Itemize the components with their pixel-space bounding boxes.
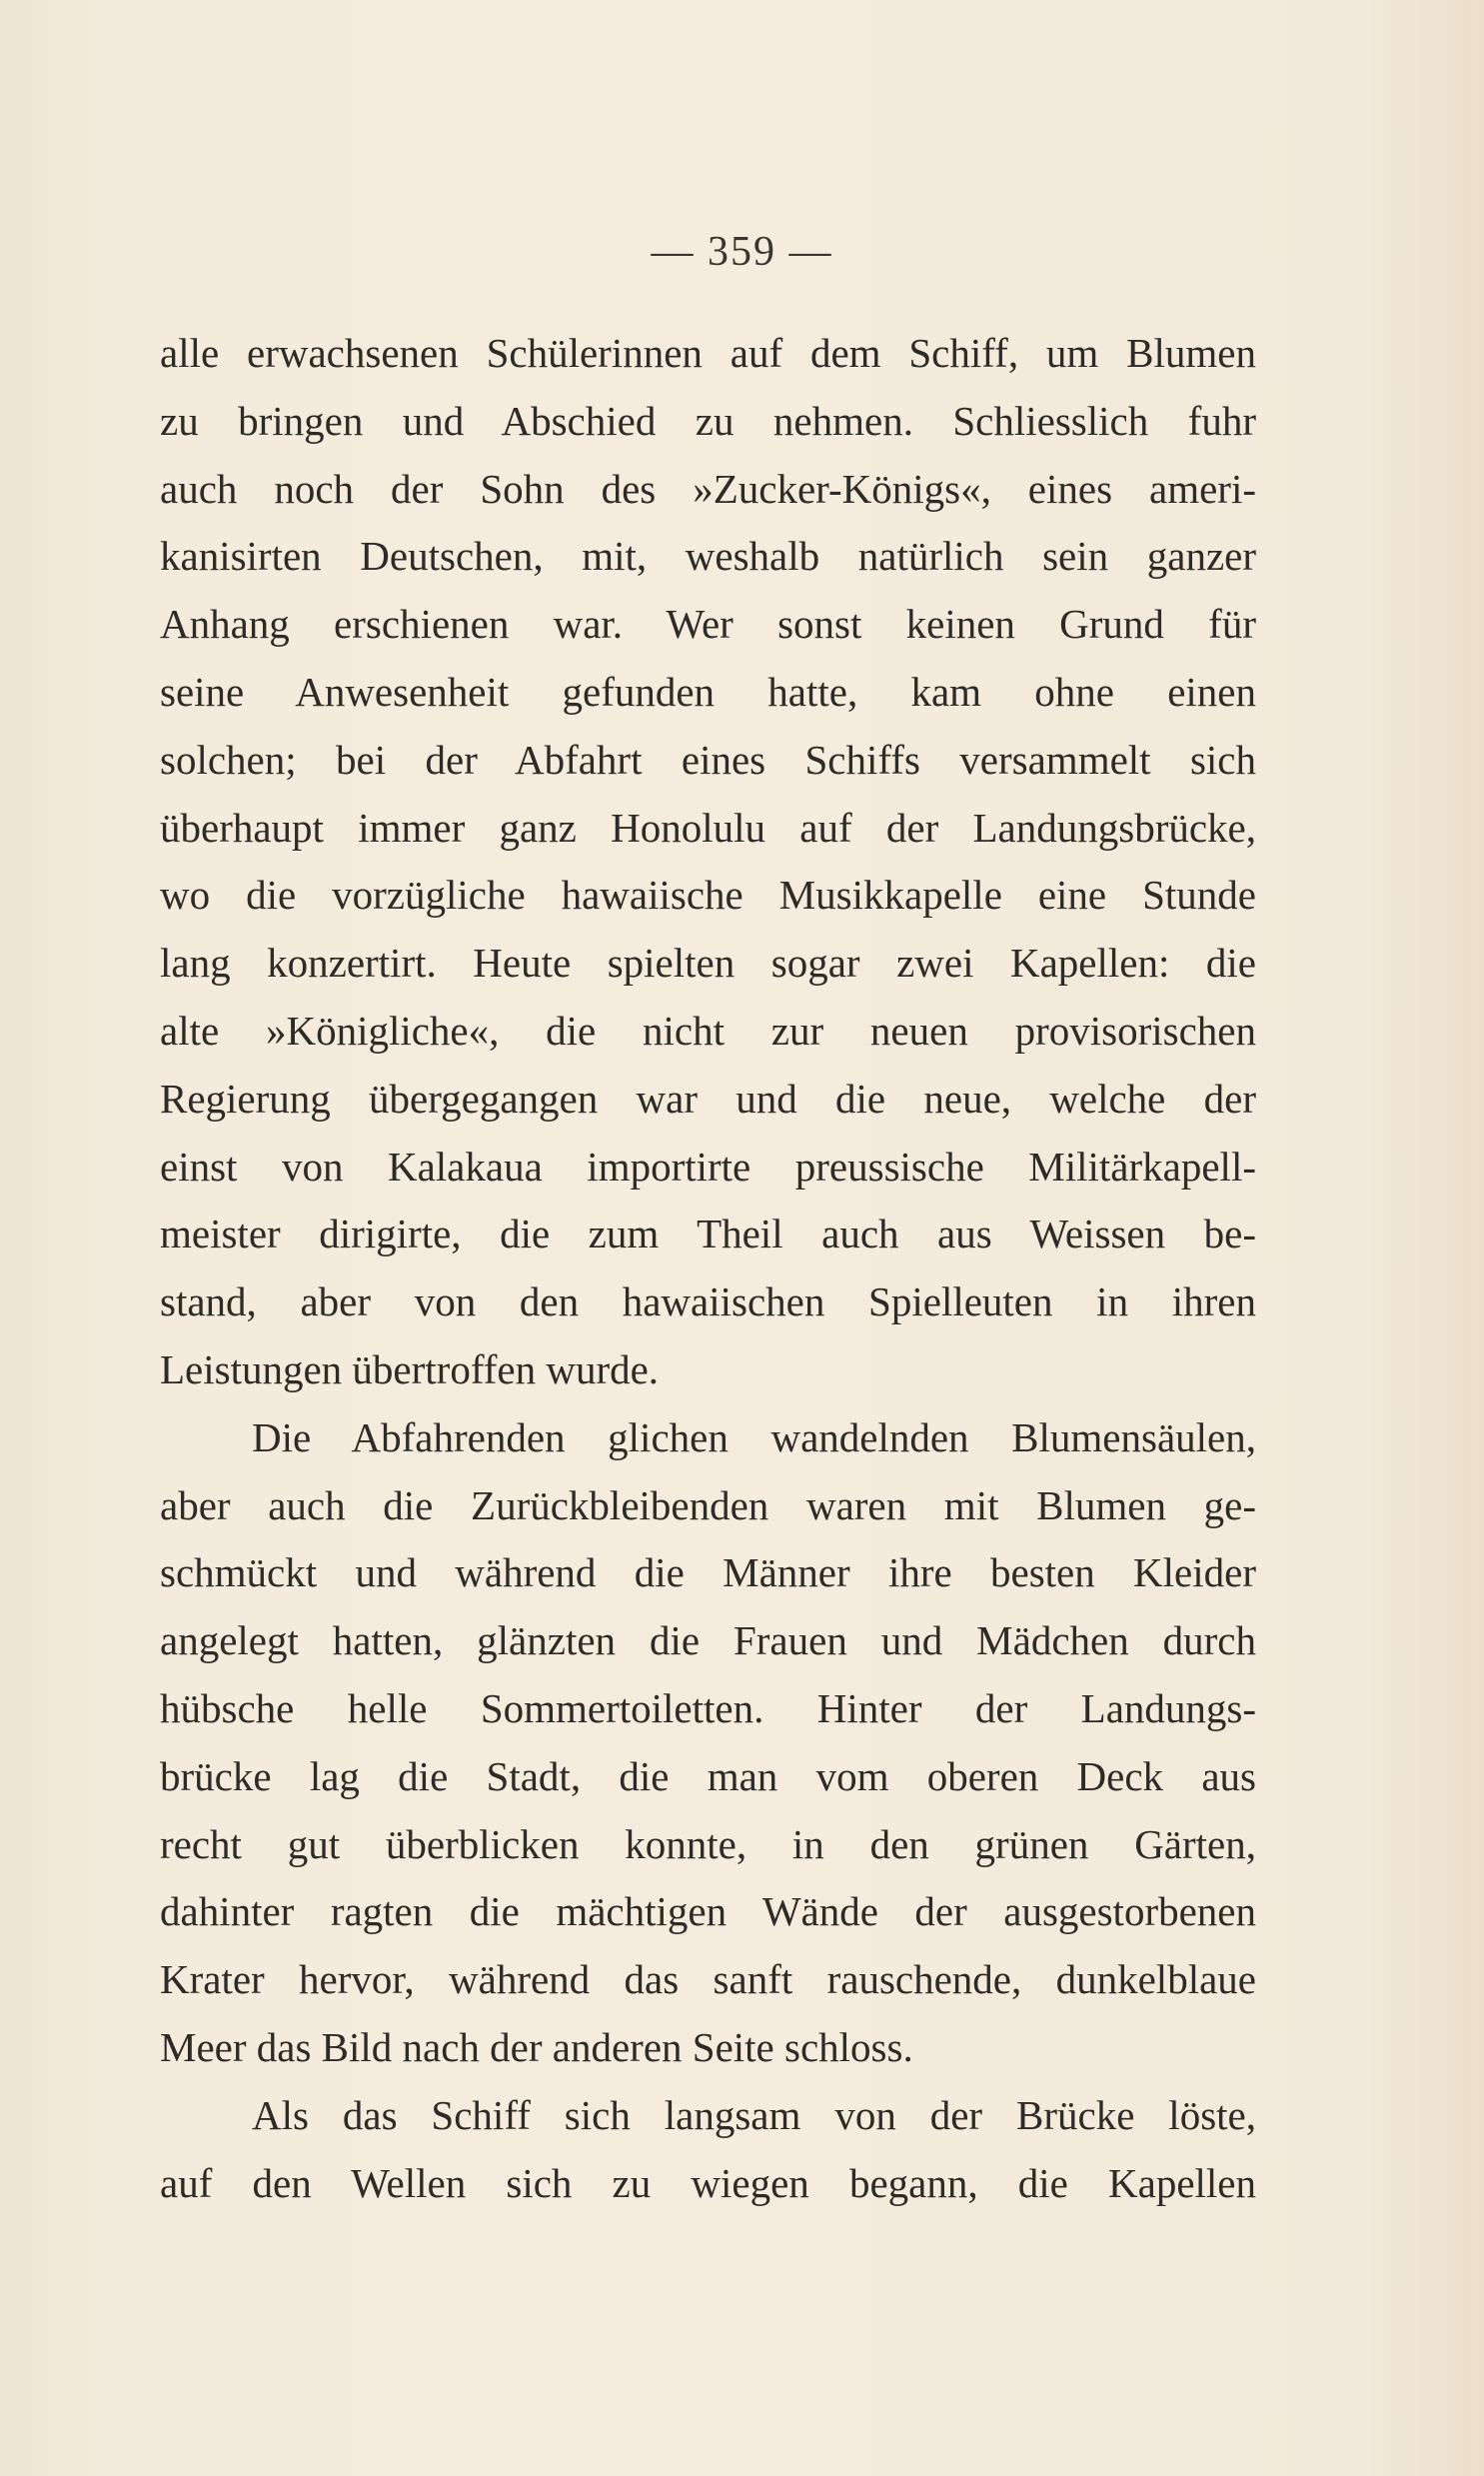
- text-line: Regierung übergegangen war und die neue, welche der: [160, 1075, 1256, 1122]
- paragraph-1: [160, 320, 1256, 1404]
- text-line: alte »Königliche«, die nicht zur neuen provisorischen: [160, 1007, 1256, 1054]
- text-line: aber auch die Zurückbleibenden waren mit Blumen ge-: [160, 1481, 1256, 1528]
- text-line: lang konzertirt. Heute spielten sogar zwei Kapellen: die: [160, 940, 1256, 987]
- body-text: [160, 320, 1256, 2217]
- text-line: hübsche helle Sommertoiletten. Hinter der Landungs-: [160, 1684, 1256, 1731]
- text-line: überhaupt immer ganz Honolulu auf der Landungsbrücke,: [160, 804, 1256, 851]
- text-line: einst von Kalakaua importirte preussische Militärkapell-: [160, 1143, 1256, 1190]
- text-line: Anhang erschienen war. Wer sonst keinen Grund für: [160, 601, 1256, 648]
- text-line: Leistungen übertroffen wurde.: [160, 1345, 660, 1392]
- text-line: seine Anwesenheit gefunden hatte, kam ohne einen: [160, 668, 1256, 715]
- text-line: auf den Wellen sich zu wiegen begann, die Kapellen: [160, 2159, 1256, 2206]
- text-line: Als das Schiff sich langsam von der Brücke löste,: [252, 2091, 1256, 2138]
- text-line: Die Abfahrenden glichen wandelnden Blumensäulen,: [252, 1413, 1256, 1460]
- paragraph-3: [160, 2082, 1256, 2218]
- text-line: solchen; bei der Abfahrt eines Schiffs versammelt sich: [160, 736, 1256, 783]
- text-line: brücke lag die Stadt, die man vom oberen Deck aus: [160, 1752, 1256, 1799]
- text-line: auch noch der Sohn des »Zucker-Königs«, eines ameri-: [160, 465, 1256, 512]
- text-line: dahinter ragten die mächtigen Wände der ausgestorbenen: [160, 1888, 1256, 1935]
- text-line: recht gut überblicken konnte, in den grünen Gärten,: [160, 1820, 1256, 1867]
- text-line: kanisirten Deutschen, mit, weshalb natürlich sein ganzer: [160, 533, 1256, 580]
- text-line: angelegt hatten, glänzten die Frauen und Mädchen durch: [160, 1617, 1256, 1664]
- text-line: zu bringen und Abschied zu nehmen. Schliesslich fuhr: [160, 397, 1256, 444]
- text-line: schmückt und während die Männer ihre besten Kleider: [160, 1549, 1256, 1596]
- text-line: stand, aber von den hawaiischen Spielleuten in ihren: [160, 1278, 1256, 1325]
- text-line: meister dirigirte, die zum Theil auch aus Weissen be-: [160, 1211, 1256, 1257]
- text-line: Meer das Bild nach der anderen Seite schloss.: [160, 2023, 913, 2070]
- paragraph-2: [160, 1404, 1256, 2082]
- text-line: wo die vorzügliche hawaiische Musikkapelle eine Stunde: [160, 872, 1256, 919]
- page-number: — 359 —: [651, 229, 833, 275]
- text-line: Krater hervor, während das sanft rauschende, dunkelblaue: [160, 1956, 1256, 2003]
- text-line: alle erwachsenen Schülerinnen auf dem Schiff, um Blumen: [160, 330, 1256, 376]
